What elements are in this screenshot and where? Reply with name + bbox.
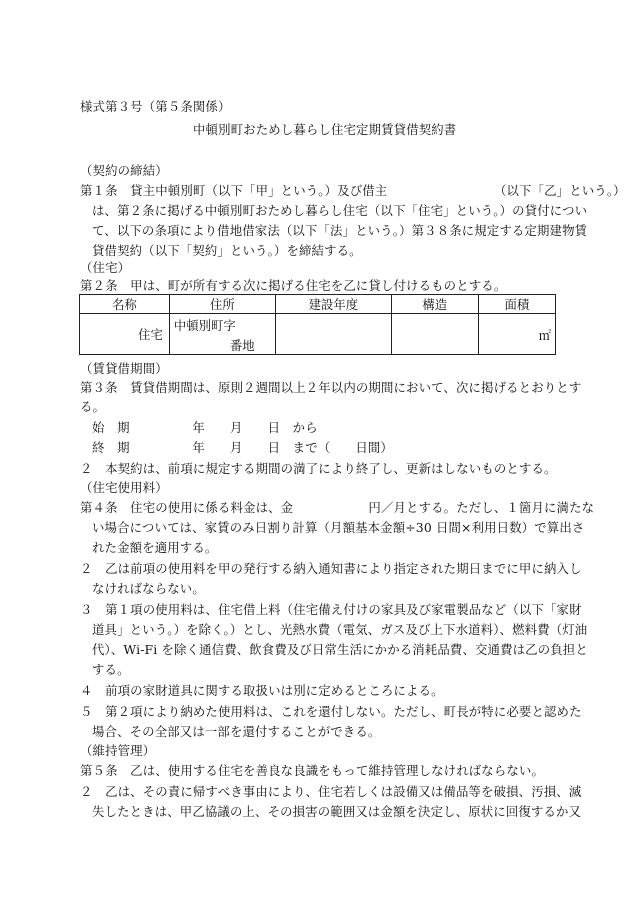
article-4-line: れた金額を適用する。 [92,540,218,555]
cell-name: 住宅 [80,314,170,355]
article-4-line: ４ 前項の家財道具に関する取扱いは別に定めるところによる。 [80,683,444,698]
article-1-line: は、第２条に掲げる中頓別町おためし暮らし住宅（以下「住宅」という。）の貸付につい [92,203,588,218]
table-header: 住所 [169,295,275,314]
table-row [80,314,556,355]
article-5-line: 失したときは、甲乙協議の上、その損害の範囲又は金額を決定し、原状に回復するか又 [92,804,582,819]
article-4-line: ２ 乙は前項の使用料を甲の発行する納入通知書により指定された期日までに甲に納入し [80,561,582,576]
table-header: 名称 [80,295,170,314]
document-title: 中頓別町おためし暮らし住宅定期賃貸借契約書 [193,122,457,137]
article-4-line: する。 [92,662,130,677]
cell-structure [391,314,478,355]
article-4-line: 場合、その全部又は一部を還付することができる。 [92,724,381,739]
table-header: 建設年度 [275,295,391,314]
article-4-line: ３ 第１項の使用料は、住宅借上料（住宅備え付けの家具及び家電製品など（以下「家財 [80,602,582,617]
form-number: 様式第３号（第５条関係） [80,99,231,114]
table-header: 構造 [391,295,478,314]
table-header: 面積 [478,295,555,314]
table-header-row [80,295,556,314]
housing-table [79,294,556,355]
article-4-heading: （住宅使用料） [80,480,168,495]
article-2-heading: （住宅） [80,260,131,275]
article-5-heading: （維持管理） [80,743,156,758]
article-3-heading: （賃貸借期間） [80,361,168,376]
article-1-line: 第１条 貸主中頓別町（以下「甲」という。）及び借主 （以下「乙」という。） [80,183,626,198]
article-3-line: ２ 本契約は、前項に規定する期間の満了により終了し、更新はしないものとする。 [80,461,557,476]
cell-construction-year [275,314,391,355]
article-2-line: 第２条 甲は、町が所有する次に掲げる住宅を乙に貸し付けるものとする。 [80,278,507,293]
address-line: 番地 [229,338,255,353]
area-unit: ㎡ [538,328,551,343]
article-4-line: ５ 第２項により納めた使用料は、これを還付しない。ただし、町長が特に必要と認めた [80,704,582,719]
article-4-line: 代）、Wi-Fi を除く通信費、飲食費及び日常生活にかかる消耗品費、交通費は乙の負担と [92,642,588,657]
cell-area [478,314,555,355]
cell-address [169,314,275,355]
article-1-heading: （契約の締結） [80,163,168,178]
article-5-line: ２ 乙は、その責に帰すべき事由により、住宅若しくは設備又は備品等を破損、汚損、滅 [80,784,582,799]
article-4-line: い場合については、家賃のみ日割り計算（月額基本金額÷30 日間×利用日数）で算出さ [92,520,585,535]
article-3-line: 第３条 賃貸借期間は、原則２週間以上２年以内の期間において、次に掲げるとおりとす [80,380,582,395]
article-1-line: て、以下の条項により借地借家法（以下「法」という。）第３８条に規定する定期建物賃 [92,223,588,238]
article-4-line: 道具」という。）を除く。）とし、光熱水費（電気、ガス及び上下水道料）、燃料費（灯油 [92,622,588,637]
period-start: 始 期 年 月 日 から [92,420,318,435]
article-4-line: なければならない。 [92,581,205,596]
period-end: 終 期 年 月 日 まで（ 日間） [92,440,393,455]
article-4-line: 第４条 住宅の使用に係る料金は、金 円／月とする。ただし、１箇月に満たな [80,500,595,515]
article-3-line: る。 [80,399,106,414]
article-1-line: 貸借契約（以下「契約」という。）を締結する。 [92,243,362,258]
article-5-line: 第５条 乙は、使用する住宅を善良な良識をもって維持管理しなければならない。 [80,763,545,778]
address-line: 中頓別町字 [173,318,236,333]
